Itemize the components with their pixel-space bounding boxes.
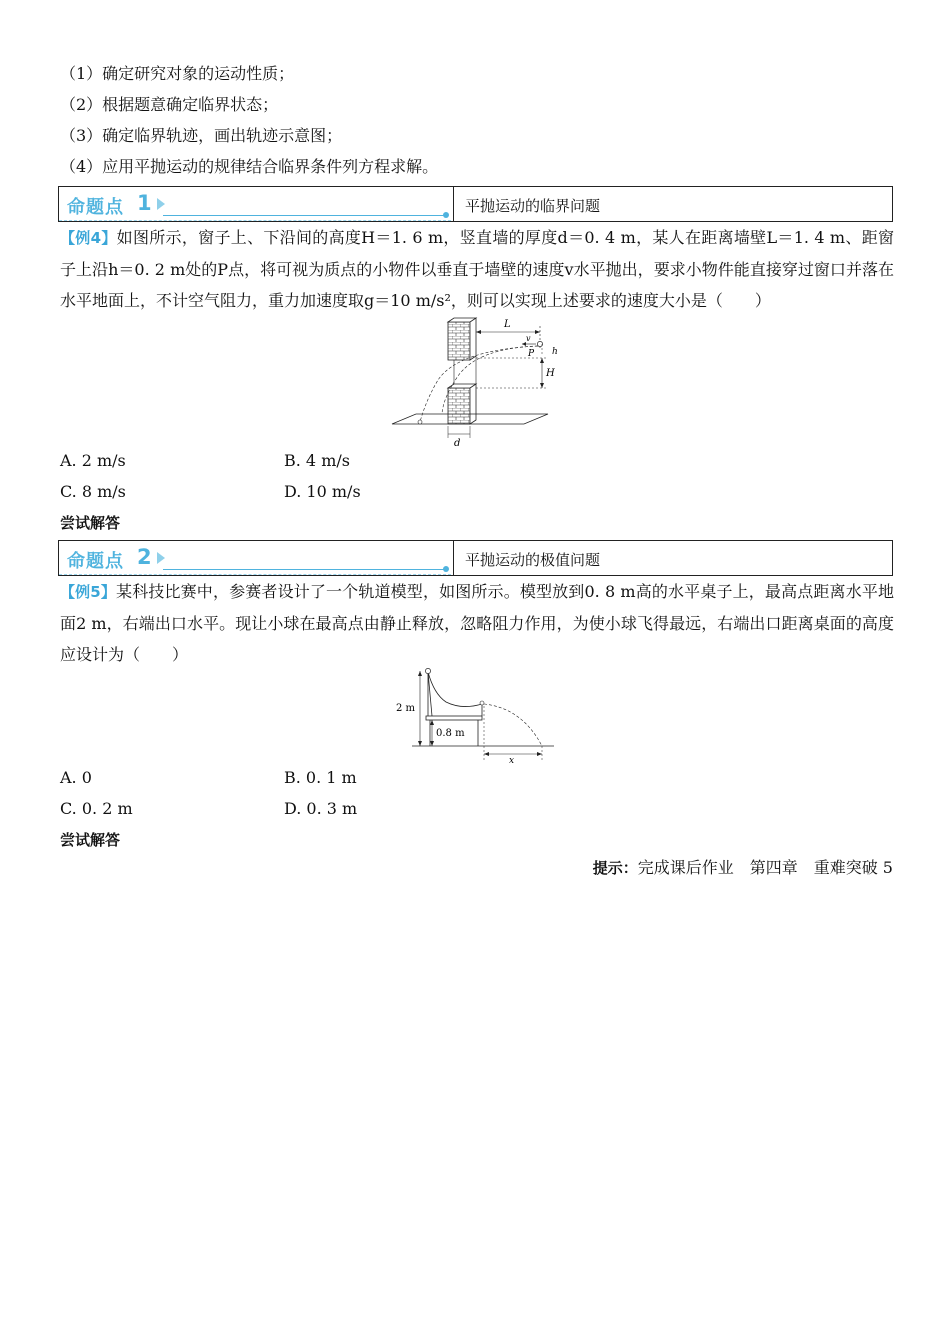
ball-icon: [425, 668, 430, 673]
badge-dot-icon: [443, 212, 449, 218]
topic-2-number: 2: [137, 545, 152, 569]
example-4-try-answer: 尝试解答: [60, 514, 121, 532]
label-v: v: [526, 334, 531, 343]
label-08m: 0.8 m: [436, 728, 465, 739]
badge-dot-icon: [443, 566, 449, 572]
example-5-option-a: A. 0: [60, 768, 92, 787]
step-1: （1）确定研究对象的运动性质；: [60, 64, 295, 83]
topic-1-label: 命题点: [67, 197, 124, 218]
topic-1-title: 平抛运动的临界问题: [465, 197, 601, 215]
label-P: P: [528, 349, 535, 359]
topic-1-number: 1: [137, 191, 152, 215]
example-5-option-d: D. 0. 3 m: [284, 799, 358, 818]
trajectory-outer: [420, 346, 538, 422]
label-L: L: [504, 319, 511, 330]
badge-dashed-rule: [59, 220, 451, 221]
topic-1-header: [58, 186, 893, 222]
example-4-figure: [388, 318, 558, 449]
topic-2-label: 命题点: [67, 551, 124, 572]
label-h: h: [552, 347, 558, 357]
label-x: x: [509, 756, 515, 766]
example-4-option-b: B. 4 m/s: [284, 451, 350, 470]
example-5-tag: 【例5】: [60, 583, 117, 601]
example-4-option-a: A. 2 m/s: [60, 451, 126, 470]
topic-2-header: [58, 540, 893, 576]
projectile-trajectory: [484, 704, 542, 746]
example-4-option-d: D. 10 m/s: [284, 482, 361, 501]
tip-label: 提示：: [592, 859, 638, 877]
step-3: （3）确定临界轨迹，画出轨迹示意图；: [60, 126, 343, 145]
example-5-question: [60, 576, 894, 670]
homework-tip: [593, 858, 893, 878]
label-H: H: [546, 368, 555, 379]
lower-wall: [448, 388, 470, 424]
example-4-text: 如图所示，窗子上、下沿间的高度H＝1. 6 m，竖直墙的厚度d＝0. 4 m，某人在距离墙壁L＝1. 4 m、距窗子上沿h＝0. 2 m处的P点，将可视为质点的小物件以垂直于墙壁的速度v水平抛出，要求小物件能直接穿过窗口并落在水平地面上，不计空气阻力，重力加速度取g＝10 m/s²，则可以实现上述要求的速度大小是（ ）: [60, 228, 894, 310]
badge-rule: [163, 569, 447, 570]
topic-2-badge: [59, 541, 454, 575]
example-5-figure: [392, 664, 556, 764]
step-2: （2）根据题意确定临界状态；: [60, 95, 279, 114]
label-d: d: [454, 438, 461, 449]
triangle-arrow-icon: [157, 198, 165, 210]
example-4-tag: 【例4】: [60, 229, 117, 247]
triangle-arrow-icon: [157, 552, 165, 564]
label-2m: 2 m: [396, 703, 416, 714]
step-4: （4）应用平抛运动的规律结合临界条件列方程求解。: [60, 157, 439, 176]
example-5-text: 某科技比赛中，参赛者设计了一个轨道模型，如图所示。模型放到0. 8 m高的水平桌子上，最高点距离水平地面2 m，右端出口水平。现让小球在最高点由静止释放，忽略阻力作用，为使小球飞得最远，右端出口距离桌面的高度应设计为（ ）: [60, 582, 894, 664]
upper-wall: [448, 322, 470, 360]
example-5-option-b: B. 0. 1 m: [284, 768, 357, 787]
topic-1-badge: [59, 187, 454, 221]
topic-2-title: 平抛运动的极值问题: [465, 551, 601, 569]
table-top: [426, 716, 482, 720]
badge-dashed-rule: [59, 574, 451, 575]
tip-text: 完成课后作业 第四章 重难突破 5: [637, 858, 893, 877]
example-5-try-answer: 尝试解答: [60, 831, 121, 849]
example-5-option-c: C. 0. 2 m: [60, 799, 133, 818]
example-4-question: [60, 222, 894, 316]
example-4-option-c: C. 8 m/s: [60, 482, 126, 501]
badge-rule: [163, 215, 447, 216]
track: [428, 672, 482, 716]
